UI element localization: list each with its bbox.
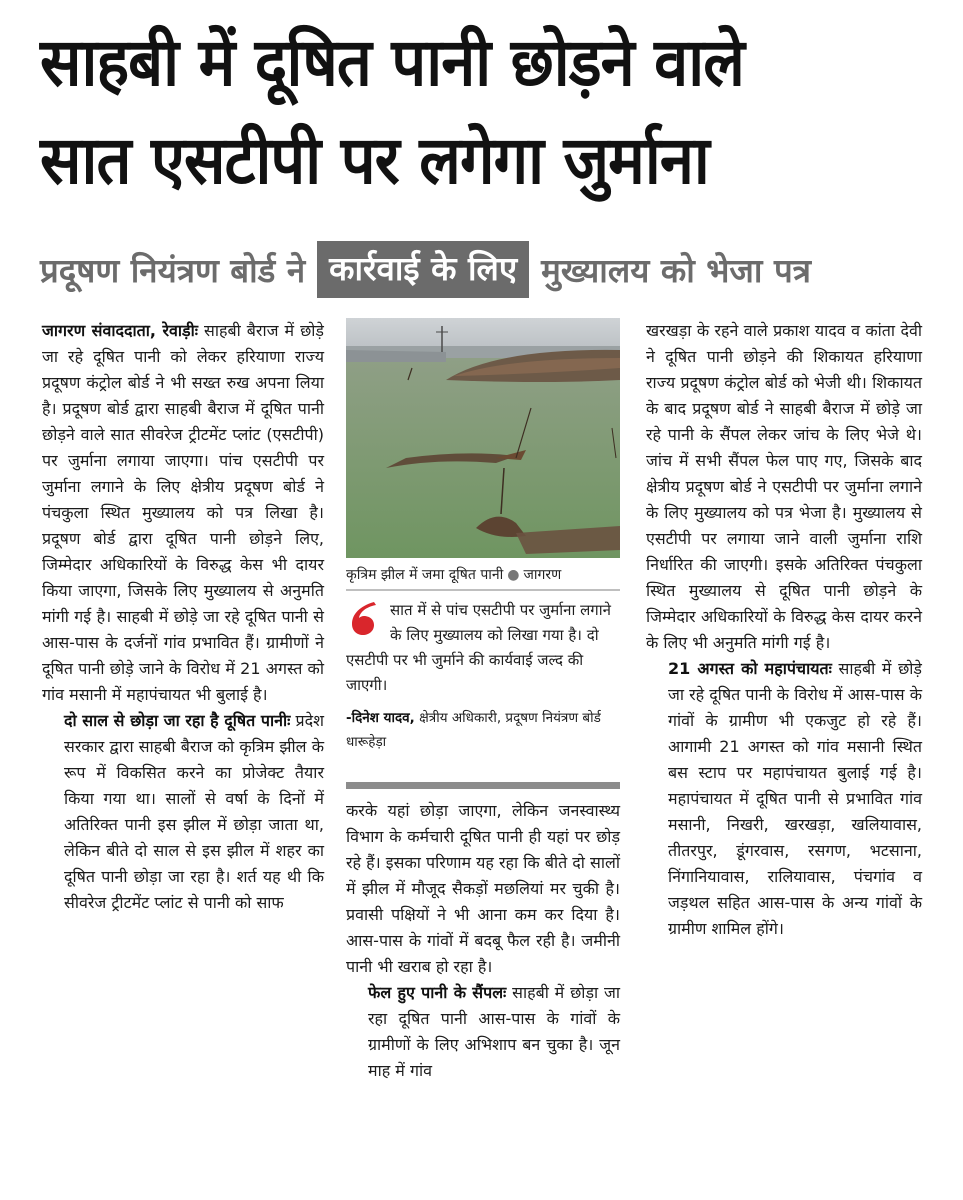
- quote-text: सात में से पांच एसटीपी पर जुर्माना लगाने के लिए मुख्यालय को लिखा गया है। दो एसटीपी पर भी जुर्माने की कार्यवाई जल्द की जाएगी।: [346, 601, 611, 694]
- column-1-paragraph-1: [42, 318, 324, 708]
- column-2-paragraph-1: करके यहां छोड़ा जाएगा, लेकिन जनस्वास्थ्य विभाग के कर्मचारी दूषित पानी ही यहां पर छोड़ रहे हैं। इसका परिणाम यह रहा कि बीते दो सालों में झील में मौजूद सैकड़ों मछलियां मर चुकी है। प्रवासी पक्षियों ने भी आना कम कर दिया है। आस-पास के गांवों में बदबू फैल रही है। जमीनी पानी भी खराब हो रहा है।: [346, 801, 620, 976]
- caption-text: कृत्रिम झील में जमा दूषित पानी: [346, 567, 504, 583]
- article-column-1: [42, 318, 324, 916]
- section-divider: [346, 782, 620, 789]
- column-2-subheading: फेल हुए पानी के सैंपलः: [368, 983, 507, 1002]
- column-1-para-2-text: प्रदेश सरकार द्वारा साहबी बैराज को कृत्रिम झील के रूप में विकसित करने का प्रोजेक्ट तैयार किया गया था। सालों से वर्षा के दिनों में अतिरिक्त पानी इस झील में छोड़ा जाता था, लेकिन बीते दो साल से इस झील में शहर का दूषित पानी छोड़ा जा रहा है। शर्त यह थी कि सीवरेज ट्रीटमेंट प्लांट से पानी को साफ: [64, 711, 324, 912]
- column-3-subheading: 21 अगस्त को महापंचायतः: [668, 659, 832, 678]
- dateline: जागरण संवाददाता, रेवाड़ीः: [42, 321, 198, 340]
- photo-credit: जागरण: [523, 567, 562, 583]
- quote-author-role: क्षेत्रीय अधिकारी, प्रदूषण नियंत्रण बोर्ड धारूहेड़ा: [346, 710, 601, 750]
- headline: [40, 14, 868, 210]
- article-column-3: [646, 318, 922, 942]
- headline-line-1: साहबी में दूषित पानी छोड़ने वाले: [40, 24, 744, 101]
- pull-quote: [346, 598, 620, 754]
- quote-attribution: [346, 706, 620, 754]
- subhead-text-after: मुख्यालय को भेजा पत्र: [541, 250, 811, 290]
- bullet-separator-icon: ●: [507, 567, 520, 583]
- column-1-paragraph-2: [42, 708, 324, 916]
- photo-caption: [346, 564, 620, 586]
- column-1-subheading: दो साल से छोड़ा जा रहा है दूषित पानीः: [64, 711, 291, 730]
- subhead-text-before: प्रदूषण नियंत्रण बोर्ड ने: [40, 250, 306, 290]
- column-2-paragraph-2: [346, 980, 620, 1084]
- polluted-lake-image: [346, 318, 620, 558]
- column-3-paragraph-1: खरखड़ा के रहने वाले प्रकाश यादव व कांता देवी ने दूषित पानी छोड़ने की शिकायत हरियाणा राज्य प्रदूषण कंट्रोल बोर्ड को भेजी थी। शिकायत के बाद प्रदूषण बोर्ड ने साहबी बैराज में छोड़े जा रहे पानी के सैंपल लेकर जांच के लिए भेजे थे। जांच में सभी सैंपल फेल पाए गए, जिसके बाद क्षेत्रीय प्रदूषण बोर्ड ने एसटीपी पर जुर्माना लगाने के लिए मुख्यालय को पत्र भेजा है। मुख्यालय से एसटीपी पर लगाया जाने वाली जुर्माना राशि निर्धारित की जाएगी। इसके अतिरिक्त पंचकुला स्थित मुख्यालय से दूषित पानी छोड़ने के जिम्मेदार अधिकारियों के विरुद्ध केस दायर करने के लिए भी अनुमति मांगी गई है।: [646, 321, 922, 652]
- quote-mark-icon: [348, 600, 384, 636]
- caption-divider: [346, 589, 620, 591]
- column-3-paragraph-2: [646, 656, 922, 942]
- subheadline: [40, 236, 930, 302]
- column-3-para-2-text: साहबी में छोड़े जा रहे दूषित पानी के विरोध में आस-पास के गांवों के ग्रामीण भी एकजुट हो रहे हैं। आगामी 21 अगस्त को गांव मसानी स्थित बस स्टाप पर महापंचायत बुलाई गई है। महापंचायत में दूषित पानी से प्रभावित गांव मसानी, निखरी, खरखड़ा, खलियावास, तीतरपुर, डूंगरवास, रसगण, भटसाना, निंगानियावास, रालियावास, पंचगांव व जड़थल सहित आस-पास के अन्य गांवों के ग्रामीण शामिल होंगे।: [668, 659, 922, 938]
- subhead-highlight-box: कार्रवाई के लिए: [317, 241, 529, 298]
- lake-photo: [346, 318, 620, 558]
- quote-author: -दिनेश यादव,: [346, 710, 415, 726]
- column-1-para-1-text: साहबी बैराज में छोड़े जा रहे दूषित पानी को लेकर हरियाणा राज्य प्रदूषण कंट्रोल बोर्ड ने भी सख्त रुख अपना लिया है। प्रदूषण बोर्ड द्वारा साहबी बैराज में दूषित पानी छोड़ने वाले सात सीवरेज ट्रीटमेंट प्लांट (एसटीपी) पर जुर्माना लगाया जाएगा। पांच एसटीपी पर जुर्माना लगाने के लिए क्षेत्रीय प्रदूषण बोर्ड ने पंचकुला स्थित मुख्यालय को पत्र लिखा है। प्रदूषण बोर्ड द्वारा दूषित पानी छोड़ने लिए, जिम्मेदार अधिकारियों के विरुद्ध केस भी दायर किया जाएगा, जिसके लिए मुख्यालय से अनुमति मांगी गई है। साहबी में छोड़े जा रहे दूषित पानी से आस-पास के दर्जनों गांव प्रभावित हैं। ग्रामीणों ने दूषित पानी छोड़े जाने के विरोध में 21 अगस्त को गांव मसानी में महापंचायत भी बुलाई है।: [42, 321, 324, 704]
- headline-line-2: सात एसटीपी पर लगेगा जुर्माना: [40, 122, 709, 199]
- article-column-2: [346, 798, 620, 1084]
- column-2-para-2-text: साहबी में छोड़ा जा रहा दूषित पानी आस-पास के गांवों के ग्रामीणों के लिए अभिशाप बन चुका है। जून माह में गांव: [368, 983, 620, 1080]
